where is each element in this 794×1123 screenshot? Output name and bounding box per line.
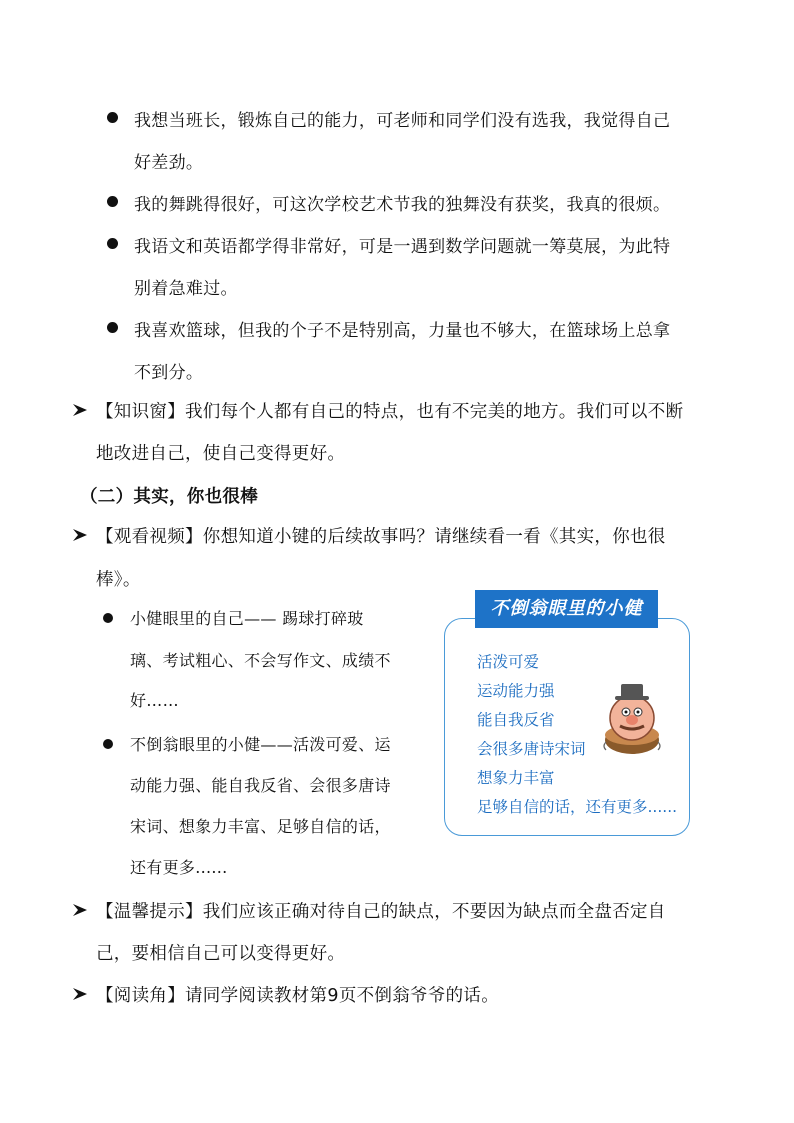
arrow-bullet-icon [72, 903, 88, 917]
section-heading: （二）其实，你也很棒 [80, 487, 258, 507]
card-item: 运动能力强 [477, 682, 555, 700]
card-item: 想象力丰富 [477, 769, 555, 787]
bullet-dot [107, 196, 118, 207]
bullet-dot [107, 112, 118, 123]
story-text: 宋词、想象力丰富、足够自信的话， [130, 817, 391, 836]
bullet-dot [107, 238, 118, 249]
bullet-text: 我喜欢篮球，但我的个子不是特别高，力量也不够大，在篮球场上总拿 [134, 321, 671, 341]
card-item: 会很多唐诗宋词 [477, 740, 586, 758]
story-text: 不倒翁眼里的小健——活泼可爱、运 [130, 735, 391, 754]
tumbler-doll-icon [596, 680, 668, 756]
story-text: 好…… [130, 691, 179, 710]
story-text: 还有更多...... [130, 858, 228, 877]
bullet-text: 我的舞跳得很好，可这次学校艺术节我的独舞没有获奖，我真的很烦。 [134, 195, 671, 215]
tip-text: 己，要相信自己可以变得更好。 [96, 944, 346, 964]
bullet-text: 我想当班长，锻炼自己的能力，可老师和同学们没有选我，我觉得自己 [134, 111, 671, 131]
bullet-text: 好差劲。 [134, 153, 204, 173]
bullet-text: 别着急难过。 [134, 279, 238, 299]
video-text: 【观看视频】你想知道小键的后续故事吗？请继续看一看《其实，你也很 [96, 527, 666, 547]
knowledge-text: 【知识窗】我们每个人都有自己的特点，也有不完美的地方。我们可以不断 [96, 402, 684, 422]
story-text: 小健眼里的自己—— 踢球打碎玻 [130, 609, 364, 628]
arrow-bullet-icon [72, 528, 88, 542]
arrow-bullet-icon [72, 403, 88, 417]
bullet-text: 不到分。 [134, 363, 204, 383]
card-item: 能自我反省 [477, 711, 555, 729]
story-text: 璃、考试粗心、不会写作文、成绩不 [130, 651, 391, 670]
bullet-text: 我语文和英语都学得非常好，可是一遇到数学问题就一筹莫展，为此特 [134, 237, 671, 257]
bullet-dot [107, 322, 118, 333]
story-text: 动能力强、能自我反省、会很多唐诗 [130, 776, 391, 795]
reading-text: 【阅读角】请同学阅读教材第9页不倒翁爷爷的话。 [96, 986, 500, 1006]
card-title: 不倒翁眼里的小健 [475, 590, 658, 628]
card-item: 活泼可爱 [477, 653, 540, 671]
card-item: 足够自信的话，还有更多...... [477, 798, 678, 816]
knowledge-text: 地改进自己，使自己变得更好。 [96, 444, 346, 464]
tip-text: 【温馨提示】我们应该正确对待自己的缺点，不要因为缺点而全盘否定自 [96, 902, 666, 922]
bullet-dot [103, 739, 113, 749]
video-text: 棒》。 [96, 570, 141, 590]
arrow-bullet-icon [72, 987, 88, 1001]
bullet-dot [103, 613, 113, 623]
